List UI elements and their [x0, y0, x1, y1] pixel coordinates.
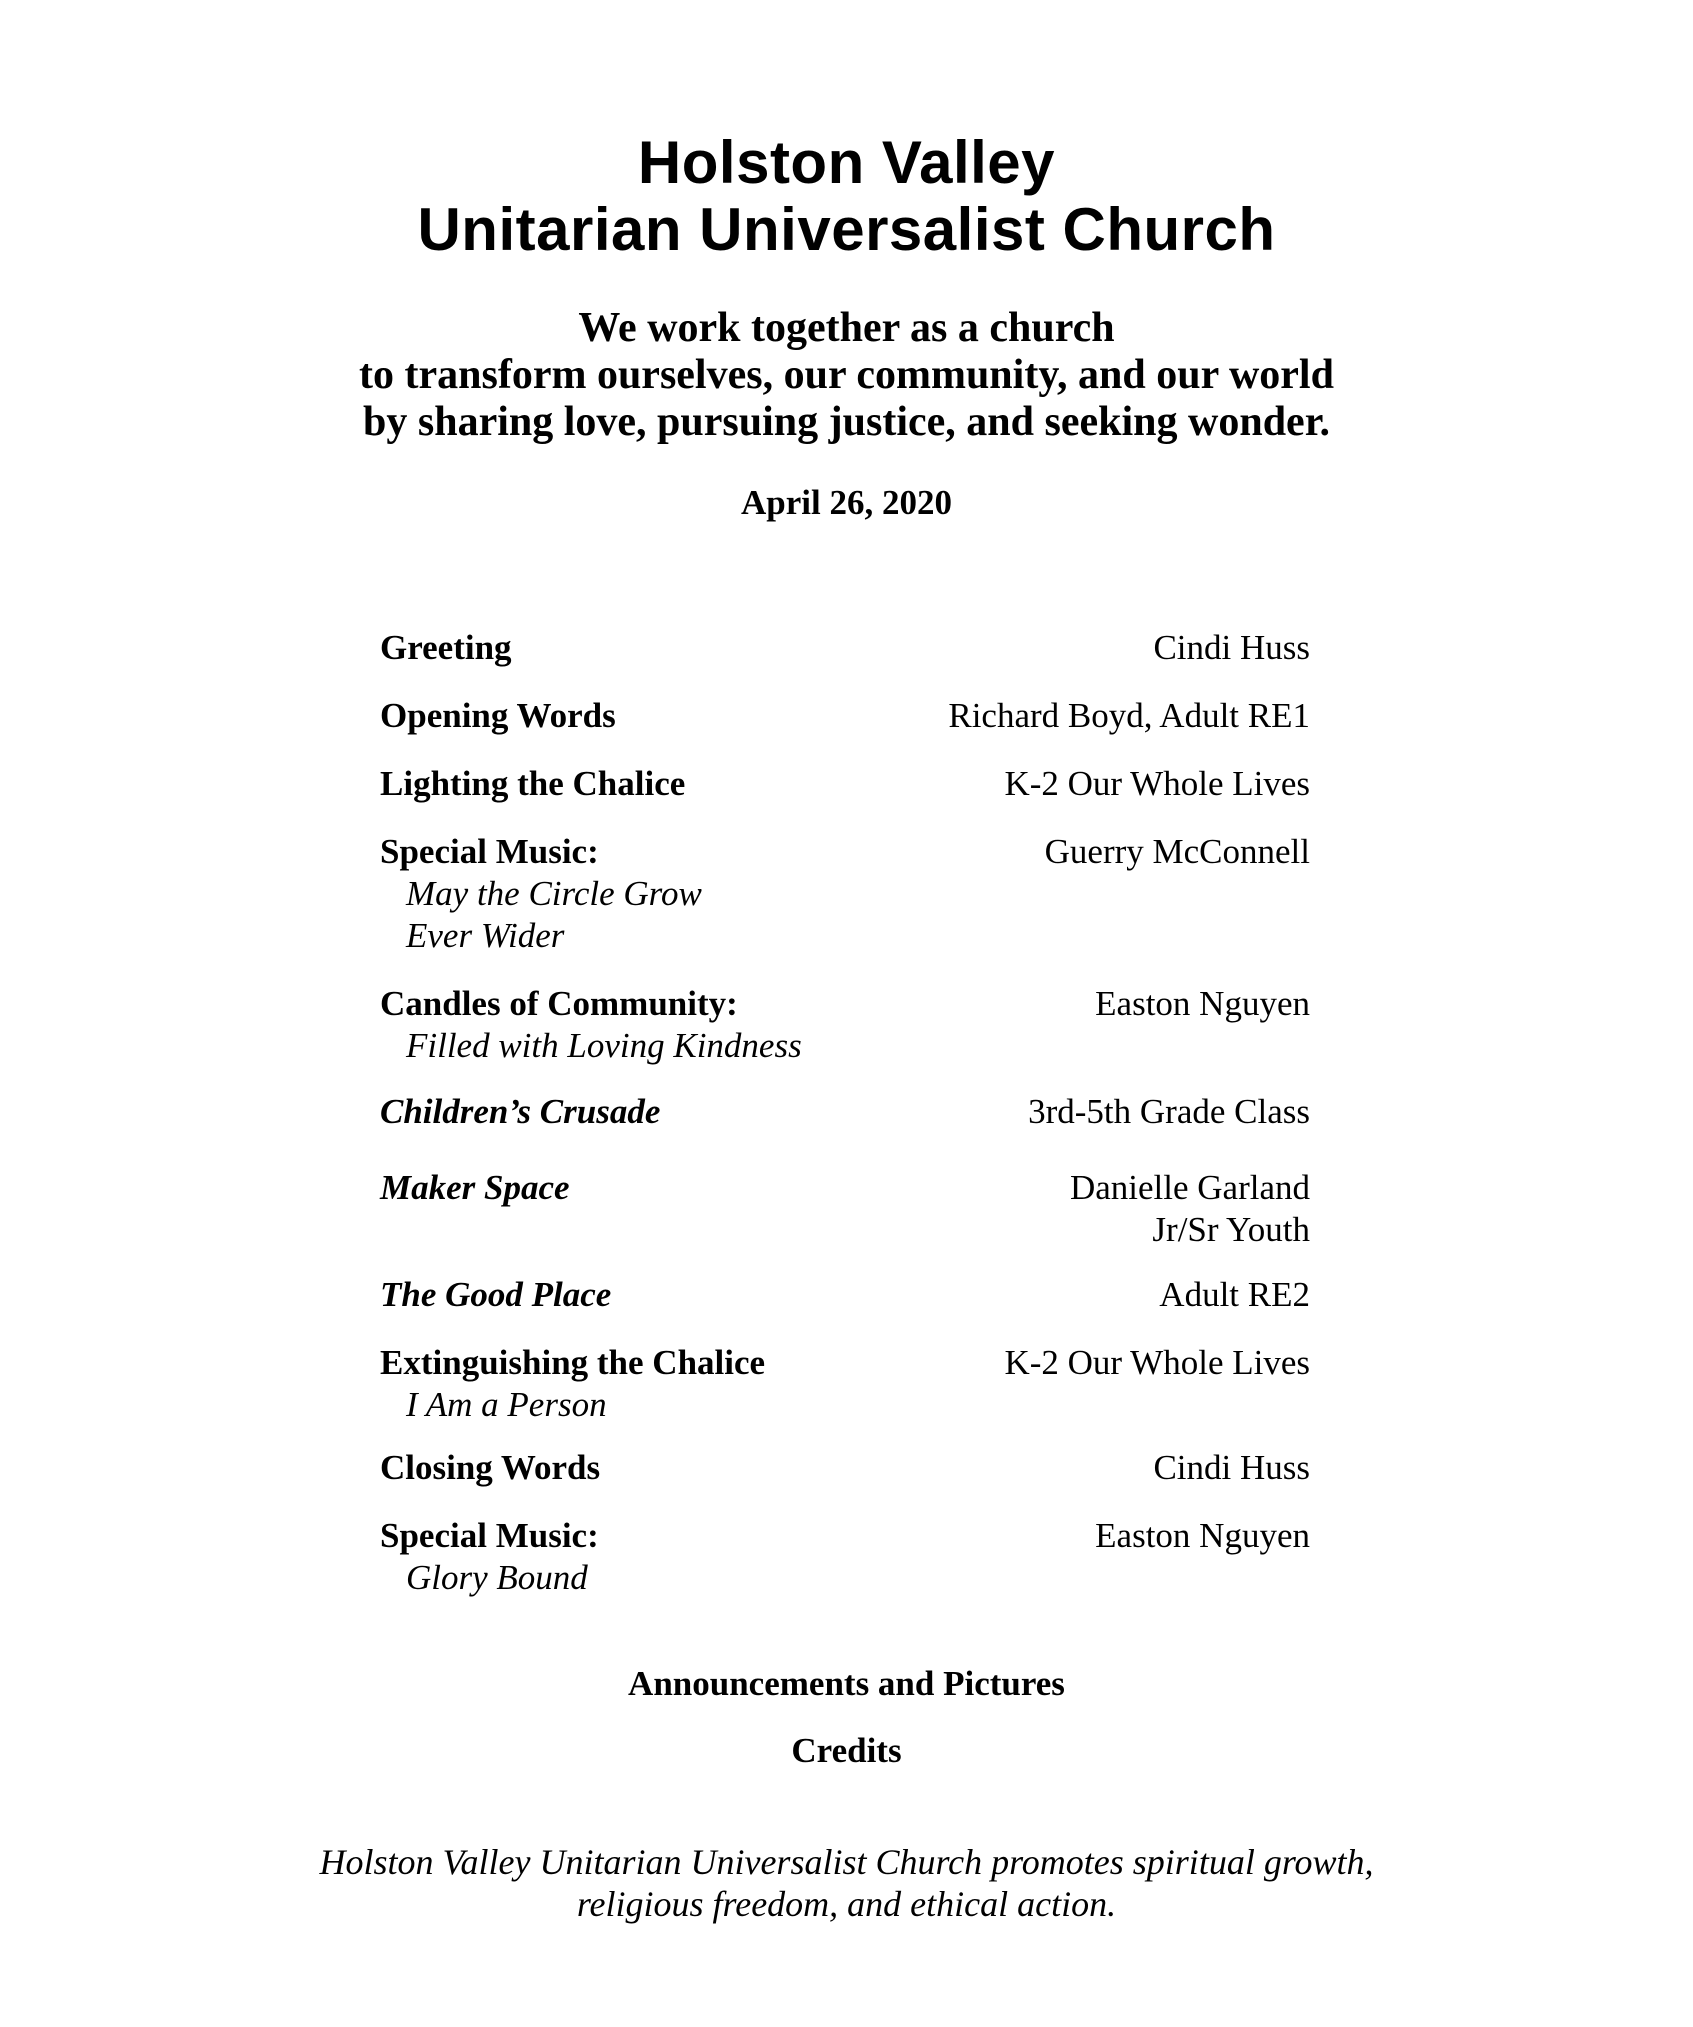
program-leader: Cindi Huss	[1153, 1448, 1310, 1487]
program-subtitle: Glory Bound	[406, 1558, 588, 1597]
mission-line2: to transform ourselves, our community, and our world	[359, 352, 1334, 398]
program-leader: 3rd-5th Grade Class	[1028, 1092, 1310, 1131]
mission-line3: by sharing love, pursuing justice, and seeking wonder.	[363, 399, 1330, 445]
program-subtitle: Filled with Loving Kindness	[406, 1026, 802, 1065]
program-subtitle: May the Circle Grow	[406, 874, 702, 913]
program-part: Special Music:	[380, 832, 599, 871]
program-part: The Good Place	[380, 1275, 612, 1314]
footer-line2: religious freedom, and ethical action.	[576, 1884, 1117, 1924]
program-part: Maker Space	[380, 1168, 570, 1207]
announcements-heading: Announcements and Pictures	[628, 1664, 1065, 1703]
program-leader: Danielle Garland	[1069, 1168, 1310, 1207]
credits-heading: Credits	[791, 1731, 902, 1770]
program-leader: K-2 Our Whole Lives	[1004, 1343, 1310, 1382]
program-part: Children’s Crusade	[380, 1092, 661, 1131]
program-leader: Guerry McConnell	[1044, 832, 1310, 871]
program-leader: Adult RE2	[1159, 1275, 1310, 1314]
footer-line1: Holston Valley Unitarian Universalist Church promotes spiritual growth,	[319, 1842, 1374, 1882]
program-part: Closing Words	[380, 1448, 601, 1487]
program-leader: Cindi Huss	[1153, 628, 1310, 667]
program-part: Special Music:	[380, 1516, 599, 1555]
program-leader: K-2 Our Whole Lives	[1004, 764, 1310, 803]
church-name-line1: Holston Valley	[637, 129, 1056, 196]
program-part: Opening Words	[380, 696, 616, 735]
program-part: Candles of Community:	[380, 984, 738, 1023]
program-part: Greeting	[380, 628, 512, 667]
church-name-line2: Unitarian Universalist Church	[417, 196, 1276, 263]
program-part: Extinguishing the Chalice	[380, 1343, 766, 1382]
service-date: April 26, 2020	[741, 483, 952, 522]
program-leader: Richard Boyd, Adult RE1	[948, 696, 1310, 735]
mission-line1: We work together as a church	[578, 305, 1115, 351]
program-leader: Easton Nguyen	[1095, 984, 1310, 1023]
program-subtitle: Ever Wider	[406, 916, 565, 955]
program-leader: Jr/Sr Youth	[1152, 1210, 1310, 1249]
program-leader: Easton Nguyen	[1095, 1516, 1310, 1555]
program-part: Lighting the Chalice	[380, 764, 686, 803]
program-subtitle: I Am a Person	[406, 1385, 607, 1424]
